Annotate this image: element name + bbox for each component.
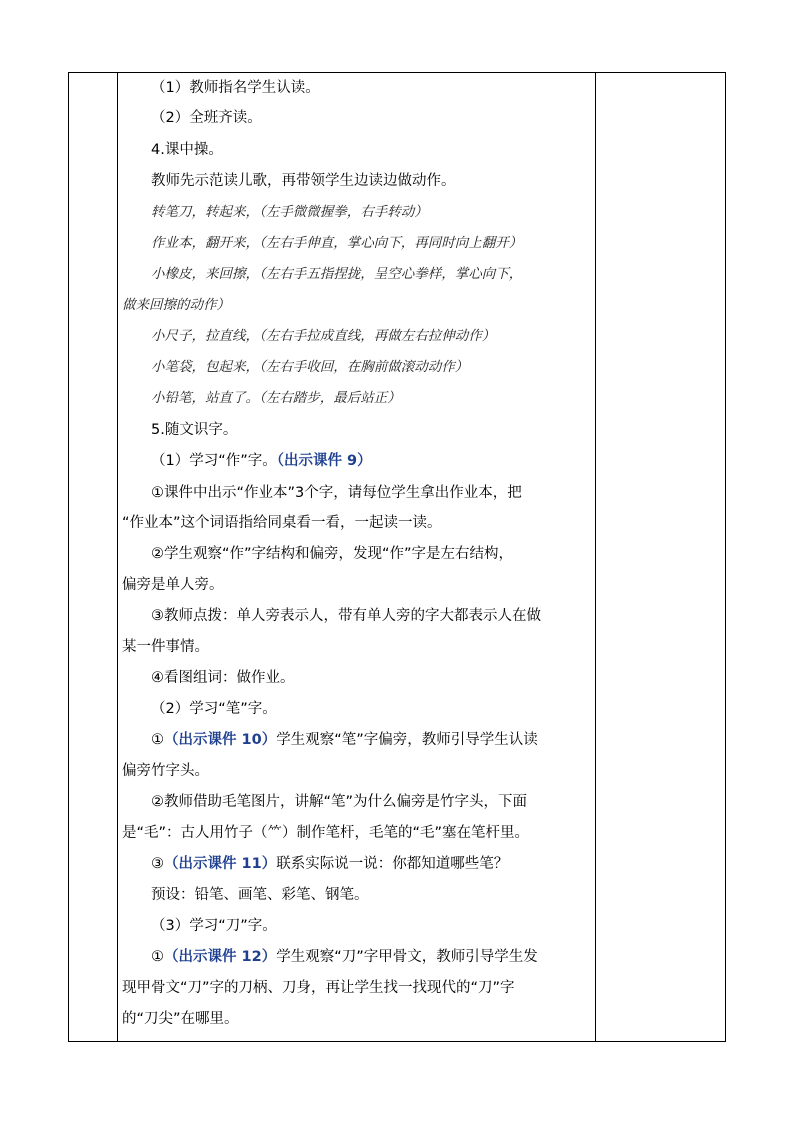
sub-heading: （2）学习“笔”字。 xyxy=(151,701,277,717)
rhyme-line: 小铅笔，站直了。（左右踏步，最后站正） xyxy=(151,390,401,406)
courseware-reference: （出示课件 10） xyxy=(164,732,277,748)
text-line xyxy=(151,453,372,469)
column-divider-left xyxy=(117,73,118,1041)
rhyme-line: 转笔刀，转起来，（左手微微握拳，右手转动） xyxy=(151,204,428,220)
rhyme-line: 小橡皮，来回擦，（左右手五指捏拢，呈空心拳样，掌心向下， xyxy=(151,266,523,282)
rhyme-line: 做来回擦的动作） xyxy=(122,297,230,313)
rhyme-line: 作业本，翻开来，（左右手伸直，掌心向下，再同时向上翻开） xyxy=(151,235,523,251)
text-line: ②学生观察“作”字结构和偏旁，发现“作”字是左右结构， xyxy=(151,546,514,562)
text-line: ③教师点拨：单人旁表示人，带有单人旁的字大都表示人在做 xyxy=(151,608,541,624)
text-line: ④看图组词：做作业。 xyxy=(151,670,295,686)
sub-heading: （3）学习“刀”字。 xyxy=(151,918,277,934)
text-line: 偏旁竹字头。 xyxy=(122,763,209,779)
section-heading: 5.随文识字。 xyxy=(151,422,238,438)
column-divider-right xyxy=(595,73,596,1041)
text-line: 预设：铅笔、画笔、彩笔、钢笔。 xyxy=(151,887,369,903)
text-line: 某一件事情。 xyxy=(122,639,209,655)
text-line: 的“刀尖”在哪里。 xyxy=(122,1011,239,1027)
text-line: ③（出示课件 11）联系实际说一说：你都知道哪些笔？ xyxy=(151,856,509,872)
section-heading: 4.课中操。 xyxy=(151,142,223,158)
text-line: （1）教师指名学生认读。 xyxy=(151,80,320,96)
text-line: 是“毛”：古人用竹子（⺮）制作笔杆，毛笔的“毛”塞在笔杆里。 xyxy=(122,825,530,841)
courseware-reference: （出示课件 9） xyxy=(276,453,372,469)
text-line: ①（出示课件 10）学生观察“笔”字偏旁，教师引导学生认读 xyxy=(151,732,538,748)
courseware-reference: （出示课件 11） xyxy=(164,856,277,872)
text-line: 现甲骨文“刀”字的刀柄、刀身，再让学生找一找现代的“刀”字 xyxy=(122,980,515,996)
sub-heading: （1）学习“作”字。 xyxy=(151,453,277,469)
text-line: “作业本”这个词语指给同桌看一看，一起读一读。 xyxy=(122,515,442,531)
rhyme-line: 小笔袋，包起来，（左右手收回，在胸前做滚动动作） xyxy=(151,359,469,375)
text-line: 偏旁是单人旁。 xyxy=(122,577,224,593)
text-line: （2）全班齐读。 xyxy=(151,110,262,126)
courseware-reference: （出示课件 12） xyxy=(164,949,277,965)
text-line: ②教师借助毛笔图片，讲解“笔”为什么偏旁是竹字头，下面 xyxy=(151,794,528,810)
text-line: ①（出示课件 12）学生观察“刀”字甲骨文，教师引导学生发 xyxy=(151,949,538,965)
text-line: 教师先示范读儿歌，再带领学生边读边做动作。 xyxy=(151,173,456,189)
text-line: ①课件中出示“作业本”3个字，请每位学生拿出作业本，把 xyxy=(151,485,522,501)
rhyme-line: 小尺子，拉直线，（左右手拉成直线，再做左右拉伸动作） xyxy=(151,328,496,344)
